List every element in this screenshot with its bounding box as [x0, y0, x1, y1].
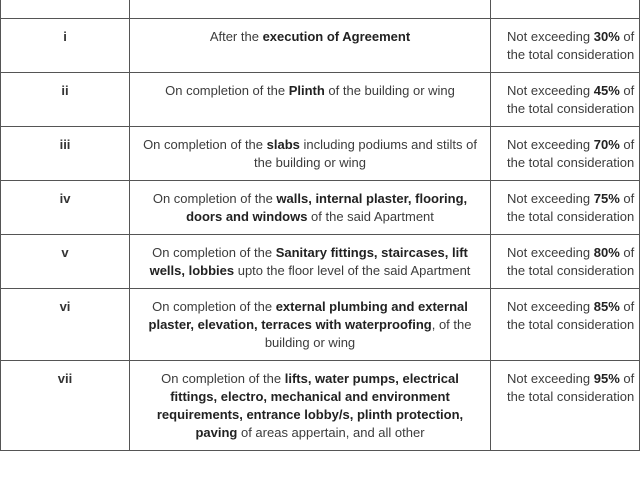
description-text: upto the floor level of the said Apartment — [234, 263, 471, 278]
limit-percentage: 80% — [593, 245, 620, 260]
limit-percentage: 85% — [593, 299, 620, 314]
row-number: ii — [1, 73, 130, 127]
payment-limit — [491, 289, 640, 361]
limit-prefix: Not exceeding — [507, 191, 594, 206]
stage-description — [130, 361, 491, 451]
description-text: On completion of the — [143, 137, 267, 152]
payment-limit — [491, 73, 640, 127]
stage-description — [130, 289, 491, 361]
description-bold-text: Plinth — [288, 83, 325, 98]
row-number: iv — [1, 181, 130, 235]
limit-prefix: Not exceeding — [507, 29, 594, 44]
row-number: vi — [1, 289, 130, 361]
limit-suffix: of the total consideration — [507, 83, 635, 116]
description-bold-text: execution of Agreement — [262, 29, 411, 44]
description-bold-text: walls, internal plaster, flooring, doors and windows — [186, 191, 468, 224]
table-row — [1, 73, 640, 127]
table-row — [1, 235, 640, 289]
stage-description — [130, 235, 491, 289]
row-number: i — [1, 19, 130, 73]
limit-prefix: Not exceeding — [507, 245, 594, 260]
limit-suffix: of the total consideration — [507, 29, 635, 62]
description-text: On completion of the — [161, 371, 285, 386]
payment-limit — [491, 127, 640, 181]
limit-percentage: 70% — [593, 137, 620, 152]
limit-percentage: 75% — [593, 191, 620, 206]
limit-suffix: of the total consideration — [507, 137, 635, 170]
payment-limit — [491, 181, 640, 235]
table-row — [1, 361, 640, 451]
description-text: After the — [209, 29, 263, 44]
payment-limit — [491, 19, 640, 73]
limit-suffix: of the total consideration — [507, 299, 635, 332]
limit-suffix: of the total consideration — [507, 191, 635, 224]
description-text: On completion of the — [165, 83, 289, 98]
description-text: On completion of the — [152, 299, 276, 314]
table-row — [1, 289, 640, 361]
table-row — [1, 181, 640, 235]
limit-prefix: Not exceeding — [507, 137, 594, 152]
row-number: v — [1, 235, 130, 289]
limit-suffix: of the total consideration — [507, 245, 635, 278]
stage-description — [130, 127, 491, 181]
limit-percentage: 30% — [593, 29, 620, 44]
stage-description — [130, 181, 491, 235]
limit-suffix: of the total consideration — [507, 371, 635, 404]
row-number: vii — [1, 361, 130, 451]
description-text: On completion of the — [152, 245, 276, 260]
table-row — [1, 19, 640, 73]
description-text: , of the building or wing — [264, 317, 472, 350]
description-text: of the building or wing — [324, 83, 455, 98]
description-bold-text: external plumbing and external plaster, elevation, terraces with waterproofing — [148, 299, 468, 332]
payment-limit — [491, 235, 640, 289]
description-text: On completion of the — [152, 191, 277, 206]
table-row — [1, 127, 640, 181]
description-text: of the said Apartment — [307, 209, 434, 224]
limit-prefix: Not exceeding — [507, 83, 594, 98]
table-row-top-cut — [1, 0, 640, 19]
row-number: iii — [1, 127, 130, 181]
description-bold-text: lifts, water pumps, electrical fittings, electro, mechanical and environment requirements, entrance lobby/s, plinth protection, paving — [156, 371, 464, 440]
description-text: of areas appertain, and all other — [237, 425, 425, 440]
description-bold-text: slabs — [266, 137, 300, 152]
limit-prefix: Not exceeding — [507, 371, 594, 386]
limit-prefix: Not exceeding — [507, 299, 594, 314]
description-text: including podiums and stilts of the building or wing — [253, 137, 477, 170]
limit-percentage: 95% — [593, 371, 620, 386]
stage-description — [130, 73, 491, 127]
limit-percentage: 45% — [593, 83, 620, 98]
description-bold-text: Sanitary fittings, staircases, lift wells, lobbies — [149, 245, 468, 278]
stage-description — [130, 19, 491, 73]
payment-limit — [491, 361, 640, 451]
